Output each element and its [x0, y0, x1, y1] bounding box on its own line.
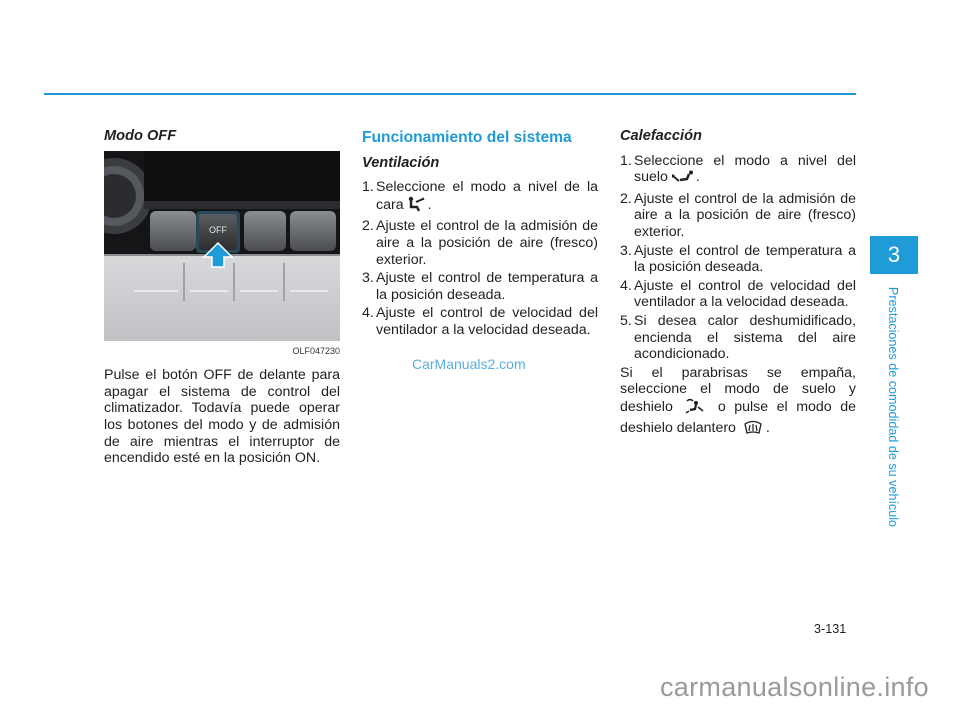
floor-vent-icon [671, 170, 693, 189]
heating-steps [620, 153, 856, 363]
list-item: 5. Si desea calor deshumidificado, encienda el sistema del aire acondicionado. [620, 312, 856, 363]
face-vent-icon [407, 196, 425, 217]
header-rule [44, 93, 856, 95]
list-item: 3. Ajuste el control de temperatura a la posición deseada. [362, 270, 598, 303]
front-defrost-icon [743, 419, 763, 440]
column-calefaccion [620, 128, 856, 439]
subheading-ventilacion: Ventilación [362, 154, 440, 171]
list-item: 1. Seleccione el modo a nivel del suelo . [620, 153, 856, 189]
list-item: 1. Seleccione el modo a nivel de la cara . [362, 179, 598, 216]
paragraph-deshielo: Si el parabrisas se empaña, seleccione el modo de suelo y deshielo o pulse el modo de deshielo delantero . [620, 365, 856, 439]
subheading-calefaccion: Calefacción [620, 128, 702, 144]
image-caption: OLF047230 [292, 345, 340, 356]
list-item: 3. Ajuste el control de temperatura a la posición deseada. [620, 242, 856, 276]
page-number: 3-131 [814, 622, 847, 636]
climate-panel-photo [104, 151, 340, 341]
list-item: 2. Ajuste el control de la admisión de aire a la posición de aire (fresco) exterior. [362, 218, 598, 268]
list-item: 4. Ajuste el control de velocidad del ventilador a la velocidad deseada. [362, 305, 598, 338]
floor-defrost-icon [684, 398, 706, 419]
chapter-tab: 3 [870, 236, 918, 274]
paragraph-modo-off: Pulse el botón OFF de delante para apagar el sistema de control del climatizador. Todavía puede operar los botones del modo y de admisión de aire mientras el interruptor de encendido esté en la posición ON. [104, 367, 340, 467]
climate-panel-illustration [104, 151, 340, 341]
column-modo-off [104, 128, 340, 467]
watermark-carmanuals: CarManuals2.com [412, 356, 526, 372]
footer-watermark: carmanualsonline.info [660, 672, 929, 702]
heading-modo-off: Modo OFF [104, 128, 177, 144]
off-button-label: OFF [209, 224, 227, 235]
column-funcionamiento [362, 128, 598, 341]
list-item: 4. Ajuste el control de velocidad del ventilador a la velocidad deseada. [620, 277, 856, 311]
list-item: 2. Ajuste el control de la admisión de aire a la posición de aire (fresco) exterior. [620, 190, 856, 240]
chapter-title: Prestaciones de comodidad de su vehículo [886, 286, 900, 528]
heading-funcionamiento: Funcionamiento del sistema [362, 129, 572, 146]
ventilation-steps [362, 179, 598, 338]
